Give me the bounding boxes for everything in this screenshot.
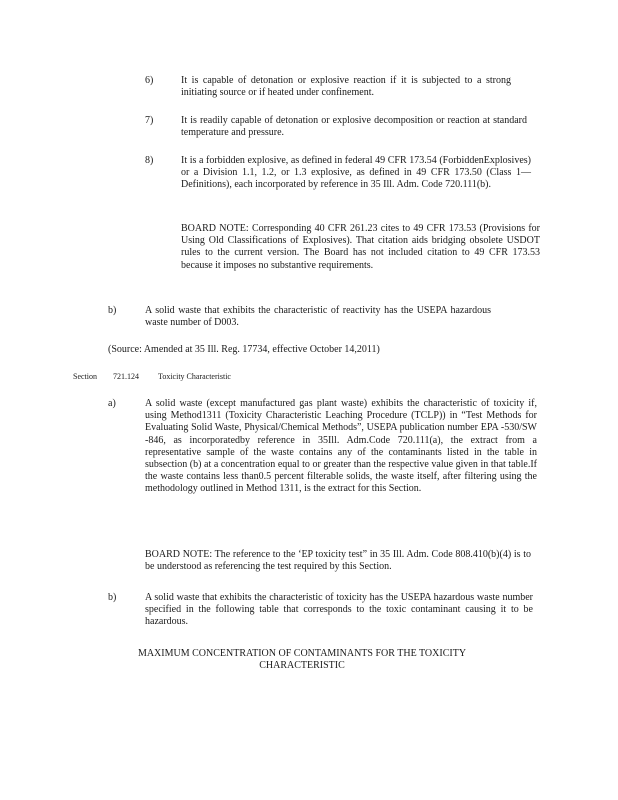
board-note: BOARD NOTE: Corresponding 40 CFR 261.23 cites to 49 CFR 173.53 (Provisions for Using Old Classifications of Explosives). That citation aids bridging obsolete USDOT rules to the current version. The Board has not included citation to 49 CFR 173.53 because it imposes no substantive requirements. bbox=[181, 223, 540, 271]
subsection-text: A solid waste that exhibits the characteristic of reactivity has the USEPA hazardous waste number of D003. bbox=[145, 305, 491, 329]
item-text: It is a forbidden explosive, as defined in federal 49 CFR 173.54 (ForbiddenExplosives) or a Division 1.1, 1.2, or 1.3 explosive, as defined in 49 CFR 173.50 (Class 1— Definitions), each incorporated by reference in 35 Ill. Adm. Code 720.111(b). bbox=[181, 155, 531, 191]
source-note: (Source: Amended at 35 Ill. Reg. 17734, effective October 14,2011) bbox=[108, 344, 380, 355]
subsection-letter: b) bbox=[108, 592, 117, 603]
item-text: It is capable of detonation or explosive reaction if it is subjected to a strong initiating source or if heated under confinement. bbox=[181, 75, 511, 99]
section-number: 721.124 bbox=[113, 372, 139, 381]
item-number: 6) bbox=[145, 75, 154, 86]
section-label: Section bbox=[73, 372, 97, 381]
subsection-text: A solid waste that exhibits the characteristic of toxicity has the USEPA hazardous waste number specified in the following table that corresponds to the toxic contaminant causing it to be hazardous. bbox=[145, 592, 533, 628]
section-title: Toxicity Characteristic bbox=[158, 372, 231, 381]
section-heading bbox=[0, 371, 618, 383]
board-note: BOARD NOTE: The reference to the ‘EP toxicity test” in 35 Ill. Adm. Code 808.410(b)(4) is to be understood as referencing the test required by this Section. bbox=[145, 549, 531, 573]
subsection-text: A solid waste (except manufactured gas plant waste) exhibits the characteristic of toxicity if, using Method1311 (Toxicity Characteristic Leaching Procedure (TCLP)) in “Test Methods for Evaluating Solid Waste, Physical/Chemical Methods”, USEPA publication number EPA -530/SW -846, as incorporatedby reference in 35Ill. Adm.Code 720.111(a), the extract from a representative sample of the waste contains any of the contaminants listed in the table in subsection (b) at a concentration equal to or greater than the respective value given in that table.If the waste contains less than0.5 percent filterable solids, the waste itself, after filtering using the methodology outlined in Method 1311, is the extract for this Section. bbox=[145, 398, 537, 495]
subsection-letter: b) bbox=[108, 305, 117, 316]
item-number: 7) bbox=[145, 115, 154, 126]
subsection-letter: a) bbox=[108, 398, 116, 409]
table-title: MAXIMUM CONCENTRATION OF CONTAMINANTS FOR THE TOXICITY CHARACTERISTIC bbox=[137, 648, 467, 672]
item-text: It is readily capable of detonation or explosive decomposition or reaction at standard temperature and pressure. bbox=[181, 115, 527, 139]
item-number: 8) bbox=[145, 155, 154, 166]
